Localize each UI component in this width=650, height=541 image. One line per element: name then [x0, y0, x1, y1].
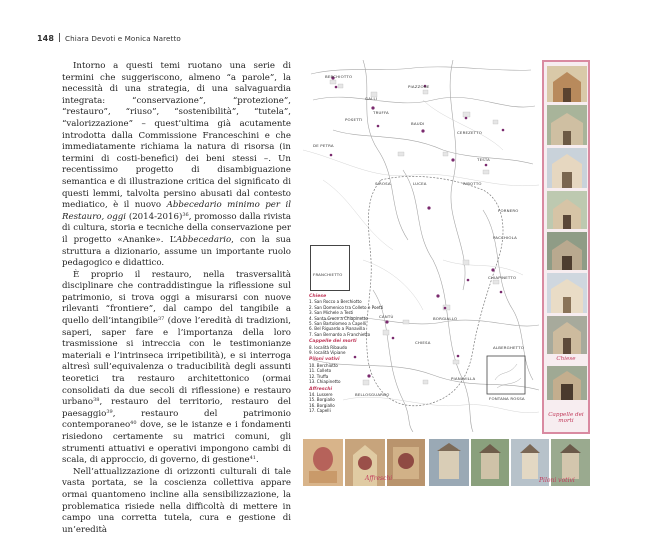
legend-item: 6. Bel Riguardo a Pianavilla: [309, 326, 365, 332]
map-label: CANTÙ: [379, 314, 394, 319]
running-header: [37, 33, 287, 47]
chapel-photo: [547, 191, 587, 229]
inset-locator: [310, 245, 350, 291]
chapel-photo: [547, 66, 587, 102]
p2-text-a: È proprio il restauro, nella trasversalità disciplinare che contraddistingue la riflessione sul patrimonio, si trova oggi a misurarsi con nuove rilevanti “frontiere”, dal campo del tangibile a quello dell’intangibile: [62, 269, 291, 327]
photo-column: [542, 60, 590, 434]
legend-item: 3. San Michele a Testi: [309, 310, 354, 316]
map-label: PACCHIOLA: [493, 235, 517, 240]
legend-item: 16. Borgiallo: [309, 402, 335, 408]
header-divider: [59, 33, 60, 42]
paragraph-1: [62, 61, 291, 270]
ossuary-photo: [547, 366, 587, 400]
legend-item: 4. Santa Croce a Chiapinetto: [309, 315, 368, 321]
shrine-photo: [471, 439, 509, 486]
legend-item: 8. località Ribaudo: [309, 344, 348, 350]
caption-affreschi: Affreschi: [365, 475, 393, 482]
shrine-photo: [429, 439, 469, 486]
caption-cappelle: Cappelle dei morti: [548, 412, 584, 424]
body-text: [62, 61, 291, 536]
p1-text-a: Intorno a questi temi ruotano una serie di termini che suggeriscono, almeno “a parole”, la necessità di una strategia, di una salvaguardia integrata: “conservazione”, “protezione”, “restauro”, “riuso”, “sostenibilità”, “tutela”, “valorizzazione” – quest’ultima già acutamente introdotta dalla Commissione Franceschini e che immediatamente richiama la natura di risorsa (in termini di costi-benefici) dei beni stessi –. Un recentissimo progetto di disambiguazione semantica e di illustrazione critica del significato di questi lemmi, talvolta persino abusati dal contesto mediatico, è il nuovo: [62, 61, 291, 211]
map-label: LUCEA: [413, 181, 427, 186]
fresco-photo: [387, 439, 425, 486]
map-label: POSETTI: [345, 117, 363, 122]
map-label: BORGIALLO: [433, 316, 458, 321]
p1-book-title-2: Abbecedario: [176, 234, 232, 245]
map-label: PIAZZONE: [408, 84, 430, 89]
legend-item: 5. San Bartolomeo a Capelli: [309, 321, 366, 327]
map-label: DE PETRA: [313, 143, 334, 148]
map-label: PIANAVILLA: [451, 376, 476, 381]
legend-item: 17. Capelli: [309, 408, 331, 414]
page-number: 148: [37, 34, 54, 43]
legend-item: 15. Borgiallo: [309, 397, 335, 403]
legend-item: 10. Berchiotto: [309, 362, 338, 368]
paragraph-2: [62, 270, 291, 467]
p2-text-b: (dove l’eredità di tradizioni, saperi, saper fare e l’importanza della loro trasmissione si intreccia con le testimonianze materiali e l’intrinseca irripetibilità), e si interroga altresì sull’equivalenza o traducibilità degli assunti teoretici tra restauro architettonico (ormai consolidati da due secoli di riflessione) e restauro urbano: [62, 316, 291, 408]
header-authors: Chiara Devoti e Monica Naretto: [65, 34, 181, 43]
map-figure: [303, 60, 590, 487]
map-label: RIBOTTO: [463, 181, 482, 186]
legend-item: 12. Truffa: [309, 373, 329, 379]
chapel-photo: [547, 316, 587, 354]
footnote-ref[interactable]: 41: [249, 455, 256, 462]
map-label: CHIAPINETTO: [488, 275, 517, 280]
map-label: TRUFFA: [373, 110, 389, 115]
p2-text-f: .: [256, 455, 259, 466]
fresco-photo: [303, 439, 343, 486]
caption-chiese: Chiese: [556, 356, 576, 362]
map-label: CHIESA: [415, 340, 431, 345]
footnote-ref[interactable]: 39: [106, 408, 113, 415]
legend-heading: Piloni votivi: [309, 357, 340, 363]
map-label: FRANCHIETTO: [313, 272, 343, 277]
chapel-photo: [547, 105, 587, 145]
footnote-ref[interactable]: 36: [182, 211, 189, 218]
footnote-ref[interactable]: 40: [130, 420, 137, 427]
map-label: ALBERGHETTO: [493, 345, 525, 350]
paragraph-3: Nell’attualizzazione di orizzonti culturali di tale vasta portata, se la coscienza collettiva appare ormai quantomeno incline alla sensibilizzazione, la problematica risiede nella difficoltà di mettere in campo una corretta tutela, cura e gestione di un’eredità: [62, 466, 291, 535]
p2-text-d: , restauro del patrimonio contemporaneo: [62, 408, 291, 431]
legend-item: 1. San Rocco a Berchiotto: [309, 299, 362, 305]
map-label: BELLOSGUARDO: [355, 392, 390, 397]
map-label: CEREZETTO: [457, 130, 483, 135]
legend-item: 13. Chiapinetto: [309, 379, 341, 385]
chapel-photo: [547, 273, 587, 313]
legend-item: 9. località Vipiane: [309, 350, 346, 356]
p1-text-b: (2014-2016): [126, 211, 183, 222]
legend-heading: Cappelle dei morti: [309, 339, 357, 345]
legend-heading: Chiese: [309, 294, 327, 299]
map-label: TESTA: [477, 157, 491, 162]
map-label: BAUDI: [411, 121, 425, 126]
chapel-photo: [547, 232, 587, 270]
p2-text-e: dove, se le istanze e i fondamenti risiedono certamente su matrici comuni, gli strumenti attuativi e operativi impongono cambi di scala, di approccio, di governo, di gestione: [62, 420, 291, 466]
map-label: GALLI: [365, 96, 378, 101]
map-label: BERCHIOTTO: [325, 74, 353, 79]
photo-strip: [303, 439, 590, 487]
legend-heading: Affreschi: [309, 386, 333, 392]
legend-item: 2. San Domenico tra Colleto e Poetti: [309, 304, 384, 310]
p1-text-c: , promosso dalla rivista di cultura, storia e tecniche della conservazione per il progetto «Ananke». L’: [62, 211, 291, 245]
map-label: SIROSA: [375, 181, 391, 186]
territory-map: [303, 60, 539, 432]
p1-book-title: Abbecedario minimo per il Restauro, oggi: [62, 200, 291, 222]
p1-text-d: , con la sua struttura a dizionario, assume un importante ruolo pedagogico e didattico.: [62, 234, 291, 269]
caption-piloni: Piloni votivi: [539, 477, 575, 484]
legend-item: 7. San Bernardo a Franchietto: [309, 331, 371, 337]
legend-item: 11. Colleto: [309, 368, 332, 374]
map-label: FONTANA ROSSA: [489, 396, 525, 401]
p2-text-c: , restauro del territorio, restauro del paesaggio: [62, 397, 291, 419]
legend-item: 14. Lussere: [309, 391, 333, 397]
map-label: FORNERO: [498, 208, 519, 213]
chapel-photo: [547, 148, 587, 188]
footnote-ref[interactable]: 38: [93, 397, 100, 404]
footnote-ref[interactable]: 37: [157, 316, 165, 323]
